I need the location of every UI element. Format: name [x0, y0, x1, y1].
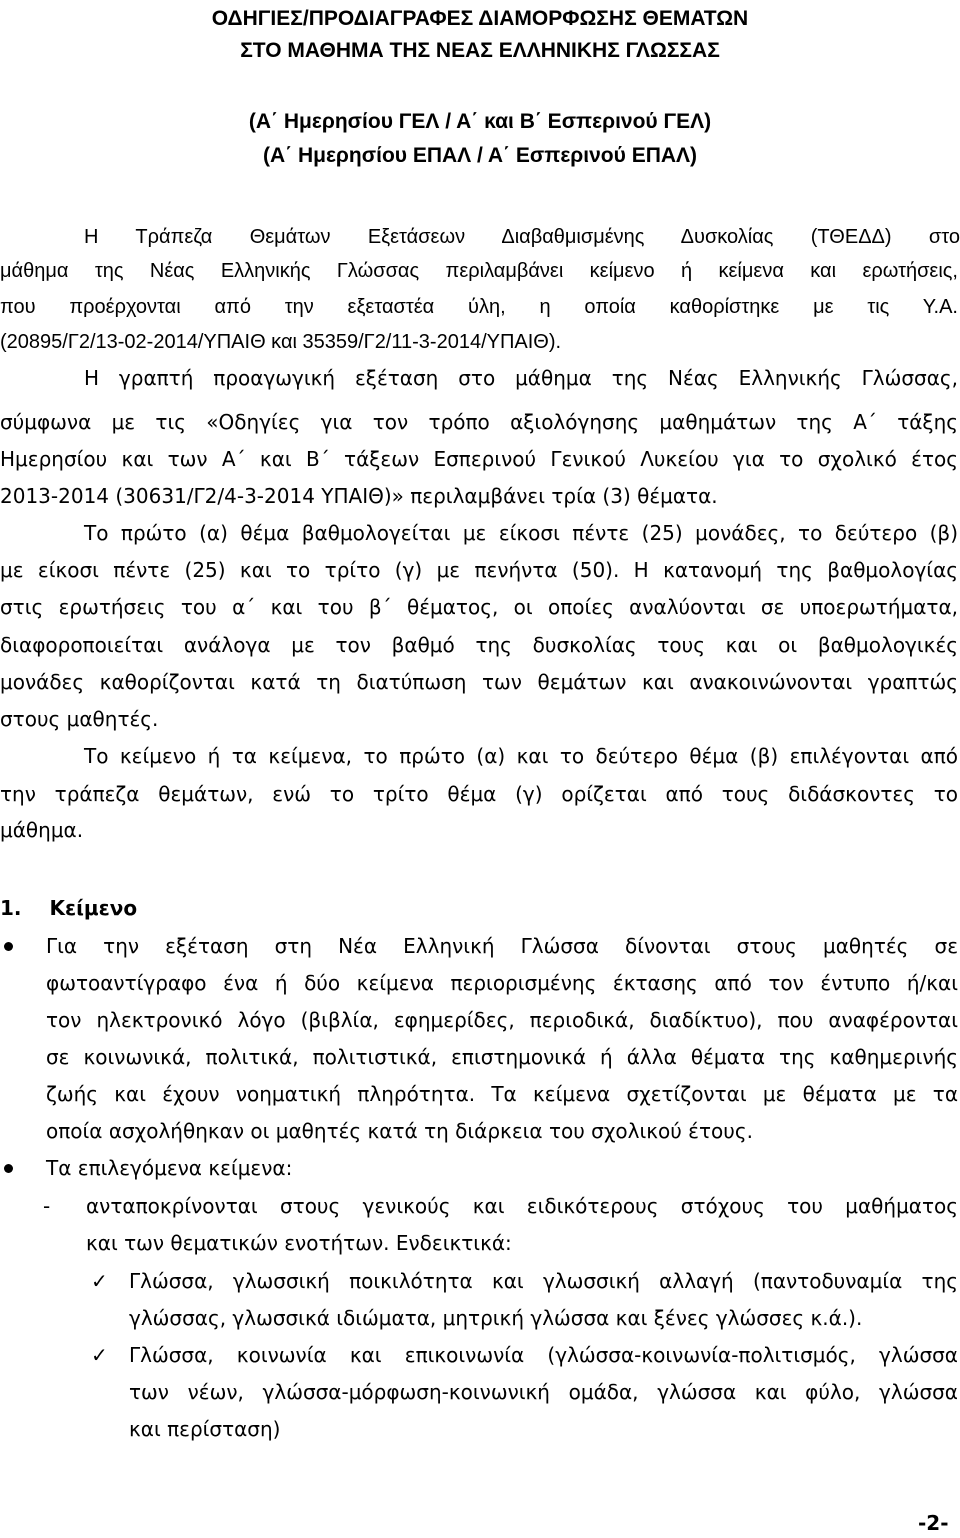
document-title-line-2: ΣΤΟ ΜΑΘΗΜΑ ΤΗΣ ΝΕΑΣ ΕΛΛΗΝΙΚΗΣ ΓΛΩΣΣΑΣ: [240, 39, 720, 62]
paragraph-3-line-6: στους μαθητές.: [0, 707, 159, 731]
paragraph-1-line-1: Η Τράπεζα Θεμάτων Εξετάσεων Διαβαθμισμένης Δυσκολίας (ΤΘΕΔΔ) στο: [84, 226, 960, 248]
page-number: -2-: [918, 1511, 949, 1535]
dash-marker: -: [43, 1194, 51, 1218]
section-heading: [0, 893, 137, 923]
bullet-1-line-2: φωτοαντίγραφο ένα ή δύο κείμενα περιορισμένης έκτασης από τον έντυπο ή/και: [46, 971, 958, 995]
check-2-line-1: Γλώσσα, κοινωνία και επικοινωνία (γλώσσα-κοινωνία-πολιτισμός, γλώσσα: [129, 1343, 958, 1367]
dash-item-line-2: και των θεματικών ενοτήτων. Ενδεικτικά:: [86, 1231, 512, 1255]
paragraph-3-line-2: με είκοσι πέντε (25) και το τρίτο (γ) με πενήντα (50). Η κατανομή της βαθμολογίας: [0, 558, 958, 582]
document-title-line-1: ΟΔΗΓΙΕΣ/ΠΡΟΔΙΑΓΡΑΦΕΣ ΔΙΑΜΟΡΦΩΣΗΣ ΘΕΜΑΤΩΝ: [211, 7, 749, 30]
bullet-dot-1: [4, 942, 13, 951]
check-2-line-2: των νέων, γλώσσα-μόρφωση-κοινωνική ομάδα, γλώσσα και φύλο, γλώσσα: [129, 1380, 958, 1404]
section-number: 1.: [0, 896, 22, 920]
bullet-2-text: Τα επιλεγόμενα κείμενα:: [46, 1156, 293, 1180]
paragraph-4-line-2: την τράπεζα θεμάτων, ενώ το τρίτο θέμα (γ) ορίζεται από τους διδάσκοντες το: [0, 782, 958, 806]
bullet-1-line-3: τον ηλεκτρονικό λόγο (βιβλία, εφημερίδες, περιοδικά, διαδίκτυο), που αναφέρονται: [46, 1008, 958, 1032]
check-1-line-1: Γλώσσα, γλωσσική ποικιλότητα και γλωσσική αλλαγή (παντοδυναμία της: [129, 1269, 958, 1293]
check-1-line-2: γλώσσας, γλωσσικά ιδιώματα, μητρική γλώσσα και ξένες γλώσσες κ.ά.).: [129, 1306, 863, 1330]
check-2-line-3: και περίσταση): [129, 1417, 281, 1441]
bullet-dot-2: [4, 1164, 13, 1173]
bullet-1-line-5: ζωής και έχουν νοηματική πληρότητα. Τα κείμενα σχετίζονται με θέματα με τα: [46, 1082, 958, 1106]
paragraph-1-line-3: που προέρχονται από την εξεταστέα ύλη, η οποία καθορίστηκε με τις Υ.Α.: [0, 296, 958, 318]
paragraph-4-line-3: μάθημα.: [0, 818, 84, 842]
paragraph-2-line-1: Η γραπτή προαγωγική εξέταση στο μάθημα της Νέας Ελληνικής Γλώσσας,: [84, 366, 958, 390]
paragraph-3-line-3: στις ερωτήσεις του α΄ και του β΄ θέματος, οι οποίες αναλύονται σε υποερωτήματα,: [0, 595, 958, 619]
paragraph-4-line-1: Το κείμενο ή τα κείμενα, το πρώτο (α) και το δεύτερο θέμα (β) επιλέγονται από: [84, 744, 958, 768]
paragraph-2-line-4: 2013-2014 (30631/Γ2/4-3-2014 ΥΠΑΙΘ)» περιλαμβάνει τρία (3) θέματα.: [0, 484, 718, 508]
bullet-1-line-6: οποία ασχολήθηκαν οι μαθητές κατά τη διάρκεια του σχολικού έτους.: [46, 1119, 753, 1143]
paragraph-3-line-5: μονάδες καθορίζονται κατά τη διατύπωση των θεμάτων και ανακοινώνονται γραπτώς: [0, 670, 958, 694]
document-subtitle-line-1: (Α΄ Ημερησίου ΓΕΛ / Α΄ και Β΄ Εσπερινού ΓΕΛ): [248, 110, 712, 133]
paragraph-3-line-4: διαφοροποιείται ανάλογα με τον βαθμό της δυσκολίας τους και οι βαθμολογικές: [0, 633, 958, 657]
dash-item-line-1: ανταποκρίνονται στους γενικούς και ειδικότερους στόχους του μαθήματος: [86, 1194, 958, 1218]
checkmark-icon: ✓: [91, 1269, 108, 1293]
paragraph-2-line-2: σύμφωνα με τις «Οδηγίες για τον τρόπο αξιολόγησης μαθημάτων της Α΄ τάξης: [0, 410, 958, 434]
bullet-1-line-1: Για την εξέταση στη Νέα Ελληνική Γλώσσα δίνονται στους μαθητές σε: [46, 934, 958, 958]
checkmark-icon: ✓: [91, 1343, 108, 1367]
paragraph-1-line-2: μάθημα της Νέας Ελληνικής Γλώσσας περιλαμβάνει κείμενο ή κείμενα και ερωτήσεις,: [0, 260, 958, 282]
paragraph-1-line-4: (20895/Γ2/13-02-2014/ΥΠΑΙΘ και 35359/Γ2/11-3-2014/ΥΠΑΙΘ).: [0, 331, 562, 353]
section-title: Κείμενο: [49, 896, 138, 920]
document-subtitle-line-2: (Α΄ Ημερησίου ΕΠΑΛ / Α΄ Εσπερινού ΕΠΑΛ): [262, 144, 698, 167]
bullet-1-line-4: σε κοινωνικά, πολιτικά, πολιτιστικά, επιστημονικά ή άλλα θέματα της καθημερινής: [46, 1045, 958, 1069]
paragraph-3-line-1: Το πρώτο (α) θέμα βαθμολογείται με είκοσι πέντε (25) μονάδες, το δεύτερο (β): [84, 521, 958, 545]
paragraph-2-line-3: Ημερησίου και των Α΄ και Β΄ τάξεων Εσπερινού Γενικού Λυκείου για το σχολικό έτος: [0, 447, 958, 471]
